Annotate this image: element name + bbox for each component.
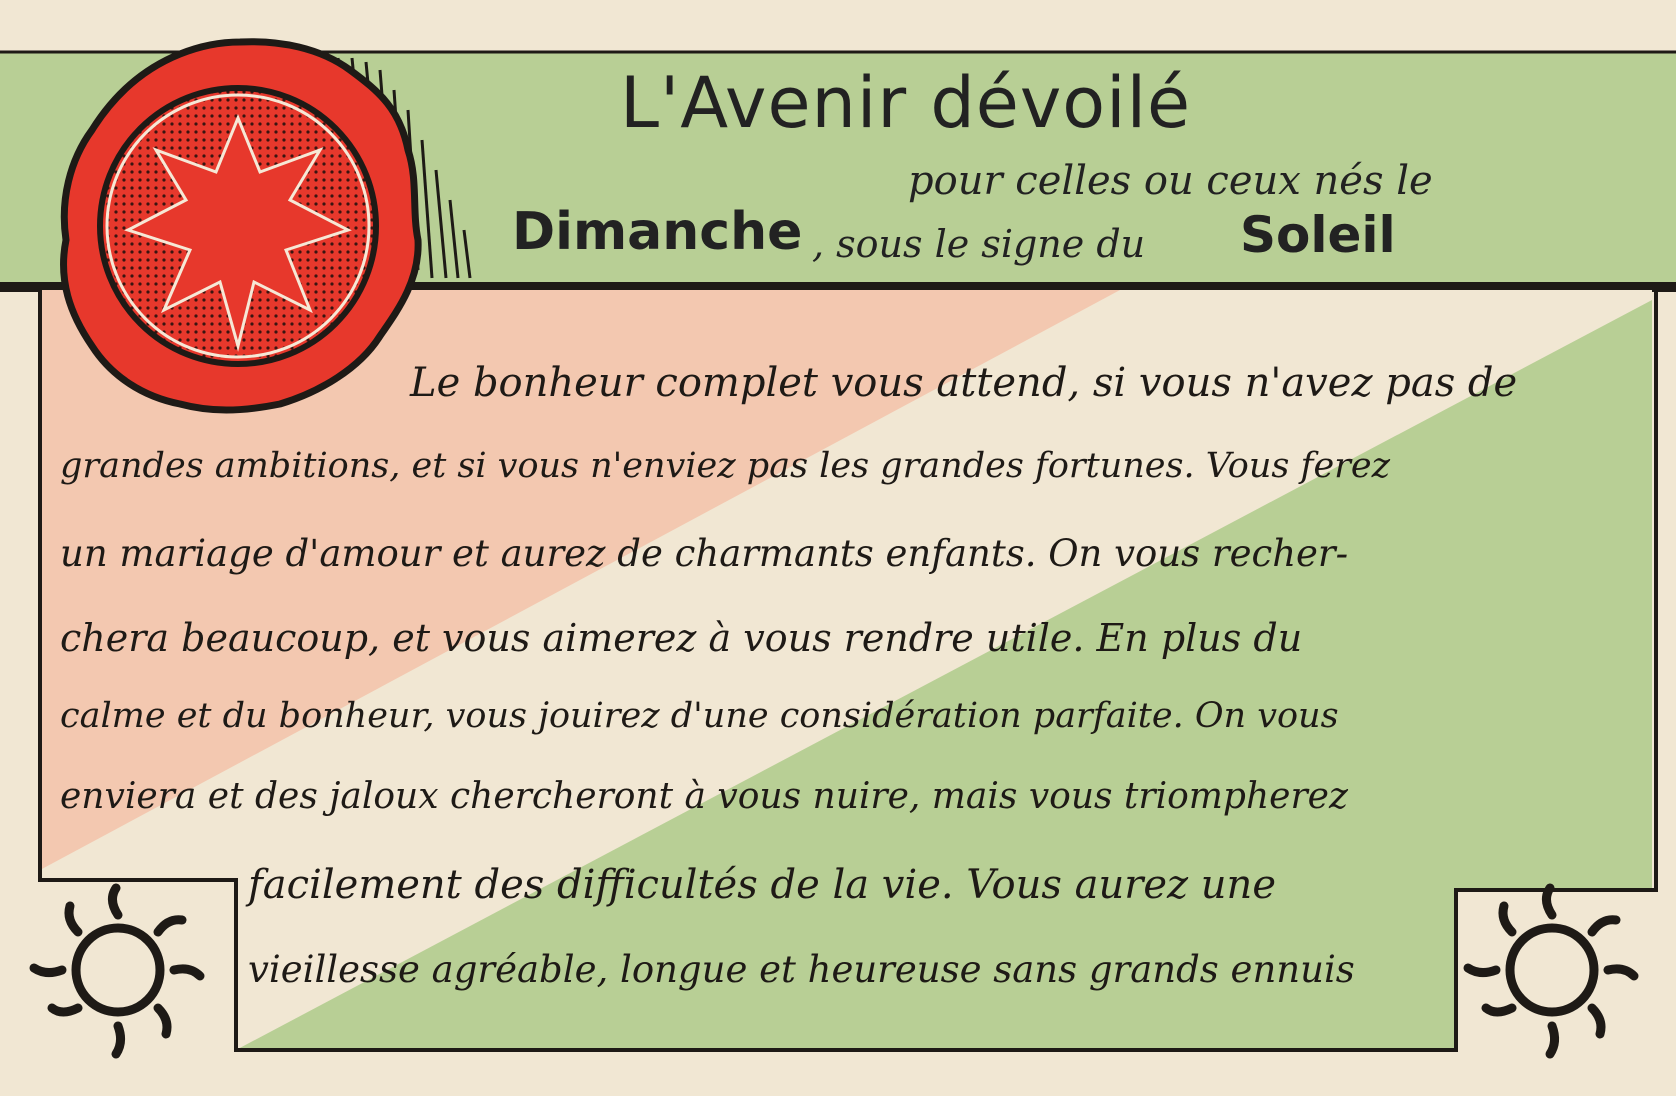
- body-line-7: facilement des difficultés de la vie. Vous aurez une: [248, 862, 1276, 908]
- body-line-1: Le bonheur complet vous attend, si vous n'avez pas de: [410, 360, 1518, 406]
- birth-day: Dimanche: [512, 202, 803, 262]
- body-line-6: enviera et des jaloux chercheront à vous nuire, mais vous triompherez: [60, 776, 1348, 817]
- card-title: L'Avenir dévoilé: [620, 62, 1192, 144]
- body-line-4: chera beaucoup, et vous aimerez à vous rendre utile. En plus du: [60, 616, 1303, 660]
- subtitle-line-1: pour celles ou ceux nés le: [908, 158, 1433, 204]
- body-line-8: vieillesse agréable, longue et heureuse sans grands ennuis: [248, 948, 1355, 991]
- subtitle-line-2: , sous le signe du: [812, 222, 1146, 266]
- body-line-3: un mariage d'amour et aurez de charmants enfants. On vous recher-: [60, 532, 1349, 575]
- body-line-5: calme et du bonheur, vous jouirez d'une considération parfaite. On vous: [60, 696, 1339, 736]
- sun-icon-right: [1468, 888, 1634, 1054]
- body-line-2: grandes ambitions, et si vous n'enviez pas les grandes fortunes. Vous ferez: [60, 446, 1391, 486]
- wax-seal-sun-icon: [64, 42, 419, 410]
- sun-icon-left: [34, 888, 200, 1054]
- zodiac-sign: Soleil: [1240, 206, 1396, 264]
